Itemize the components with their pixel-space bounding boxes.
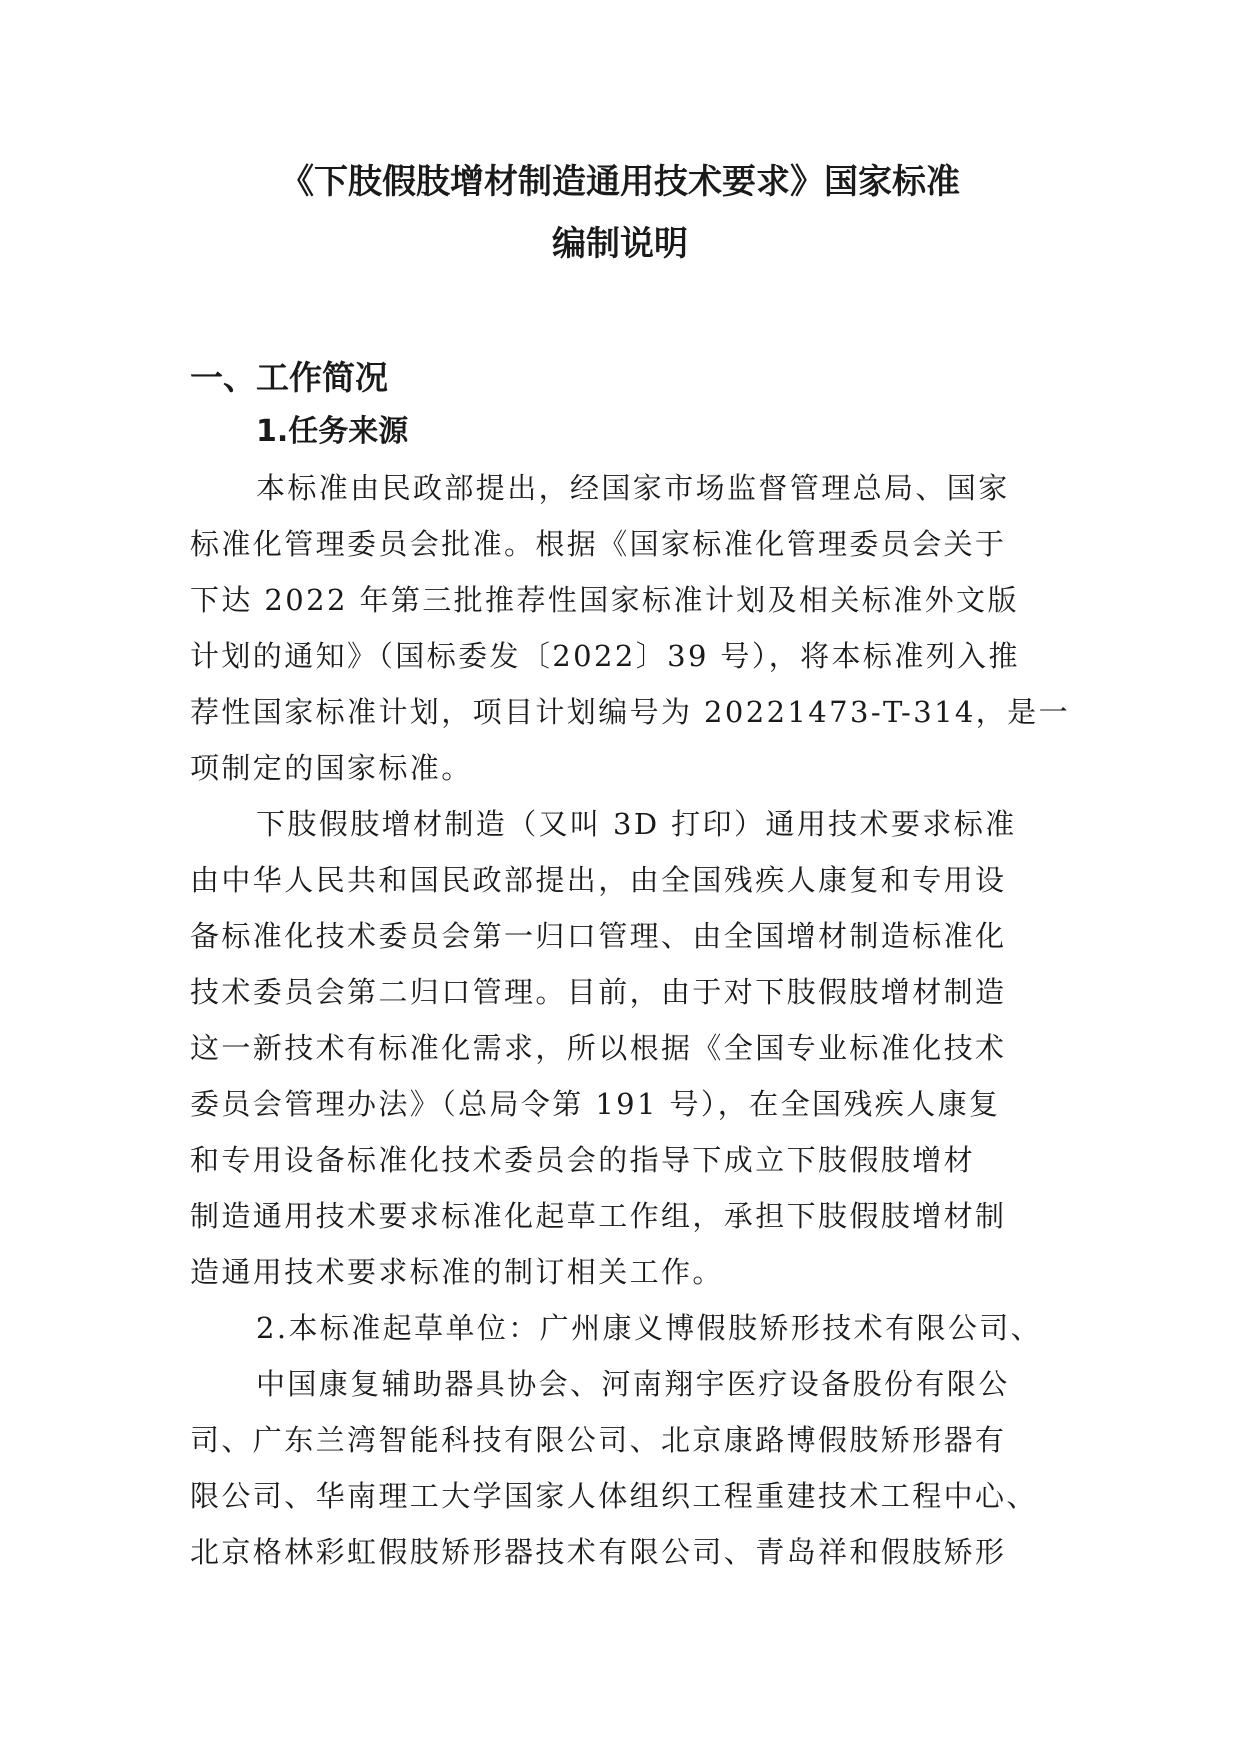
paragraph-line: 标准化管理委员会批准。根据《国家标准化管理委员会关于	[190, 527, 1007, 561]
paragraph-line: 北京格林彩虹假肢矫形器技术有限公司、青岛祥和假肢矫形	[190, 1535, 1007, 1569]
paragraph-line: 2.本标准起草单位：广州康义博假肢矫形技术有限公司、	[256, 1311, 1043, 1345]
paragraph-line: 下达 2022 年第三批推荐性国家标准计划及相关标准外文版	[190, 583, 1019, 617]
paragraph-line: 这一新技术有标准化需求，所以根据《全国专业标准化技术	[190, 1031, 1007, 1065]
document-subtitle: 编制说明	[552, 224, 688, 264]
paragraph-line: 技术委员会第二归口管理。目前，由于对下肢假肢增材制造	[190, 975, 1007, 1009]
paragraph-line: 中国康复辅助器具协会、河南翔宇医疗设备股份有限公	[256, 1367, 1010, 1401]
paragraph-line: 备标准化技术委员会第一归口管理、由全国增材制造标准化	[190, 919, 1007, 953]
section-heading: 一、工作简况	[190, 358, 388, 397]
paragraph-line: 计划的通知》（国标委发〔2022〕39 号），将本标准列入推	[190, 639, 1020, 673]
paragraph-line: 由中华人民共和国民政部提出，由全国残疾人康复和专用设	[190, 863, 1007, 897]
paragraph-line: 制造通用技术要求标准化起草工作组，承担下肢假肢增材制	[190, 1199, 1007, 1233]
paragraph-line: 本标准由民政部提出，经国家市场监督管理总局、国家	[256, 471, 1010, 505]
paragraph-line: 荐性国家标准计划，项目计划编号为 20221473-T-314，是一	[190, 695, 1070, 729]
paragraph-line: 委员会管理办法》（总局令第 191 号），在全国残疾人康复	[190, 1087, 1001, 1121]
paragraph-line: 和专用设备标准化技术委员会的指导下成立下肢假肢增材	[190, 1143, 976, 1177]
document-title: 《下肢假肢增材制造通用技术要求》国家标准	[280, 162, 960, 202]
paragraph-line: 下肢假肢增材制造（又叫 3D 打印）通用技术要求标准	[256, 807, 1017, 841]
paragraph-line: 限公司、华南理工大学国家人体组织工程重建技术工程中心、	[190, 1479, 1038, 1513]
paragraph-line: 项制定的国家标准。	[190, 751, 473, 785]
paragraph-line: 司、广东兰湾智能科技有限公司、北京康路博假肢矫形器有	[190, 1423, 1007, 1457]
subsection-heading: 1.任务来源	[256, 414, 409, 449]
paragraph-line: 造通用技术要求标准的制订相关工作。	[190, 1255, 724, 1289]
